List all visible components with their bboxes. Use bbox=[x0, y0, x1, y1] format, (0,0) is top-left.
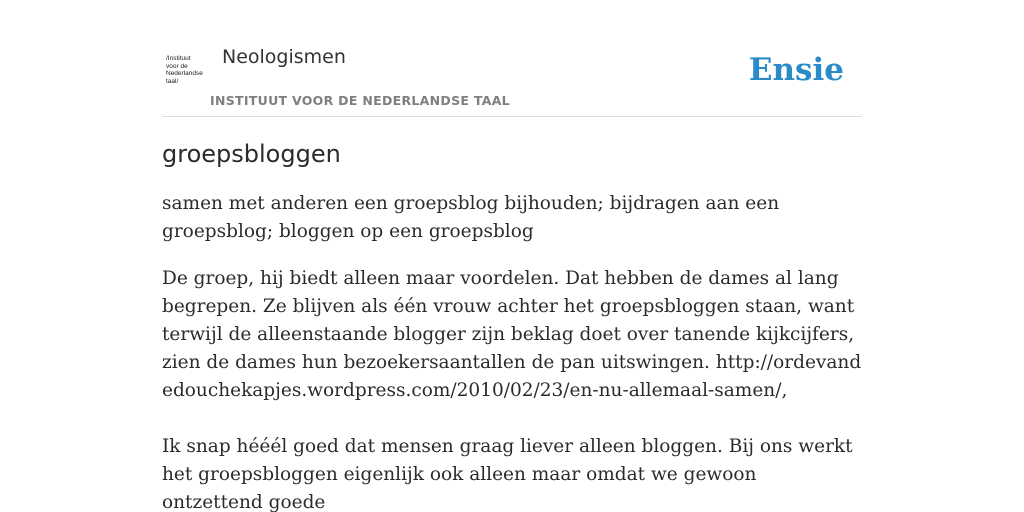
institute-name: INSTITUUT VOOR DE NEDERLANDSE TAAL bbox=[210, 93, 510, 108]
quote-source: http://ordevandedouchekapjes.wordpress.com/2010/02/23/en-nu-allemaal-samen/, bbox=[162, 352, 862, 401]
institute-logo[interactable] bbox=[166, 55, 210, 85]
logo-line: voor de bbox=[166, 62, 188, 70]
entry-title: groepsbloggen bbox=[162, 140, 341, 168]
site-header bbox=[162, 0, 862, 117]
quote-text: Ik snap hééél goed dat mensen graag liever alleen bloggen. Bij ons werkt het groepsbloggen eigenlijk ook alleen maar omdat we gewoon ontzettend goede bbox=[162, 436, 853, 512]
entry-content bbox=[162, 138, 862, 512]
ensie-brand-logo[interactable]: Ensie bbox=[748, 52, 844, 88]
quote-text: De groep, hij biedt alleen maar voordelen. Dat hebben de dames al lang begrepen. Ze blijven als één vrouw achter het groepsbloggen staan, want terwijl de alleenstaande blogger zijn beklag doet over tanende kijkcijfers, zien de dames hun bezoekersaantallen de pan uitswingen. bbox=[162, 268, 855, 373]
entry-definition: samen met anderen een groepsblog bijhouden; bijdragen aan een groepsblog; bloggen op een groepsblog bbox=[162, 193, 780, 242]
logo-line: /Instituut bbox=[166, 55, 191, 62]
logo-line: Nederlandse bbox=[166, 70, 203, 77]
logo-line: taal/ bbox=[166, 77, 179, 85]
example-quote bbox=[162, 265, 862, 405]
site-name-link[interactable]: Neologismen bbox=[222, 46, 346, 68]
example-quote bbox=[162, 433, 862, 512]
